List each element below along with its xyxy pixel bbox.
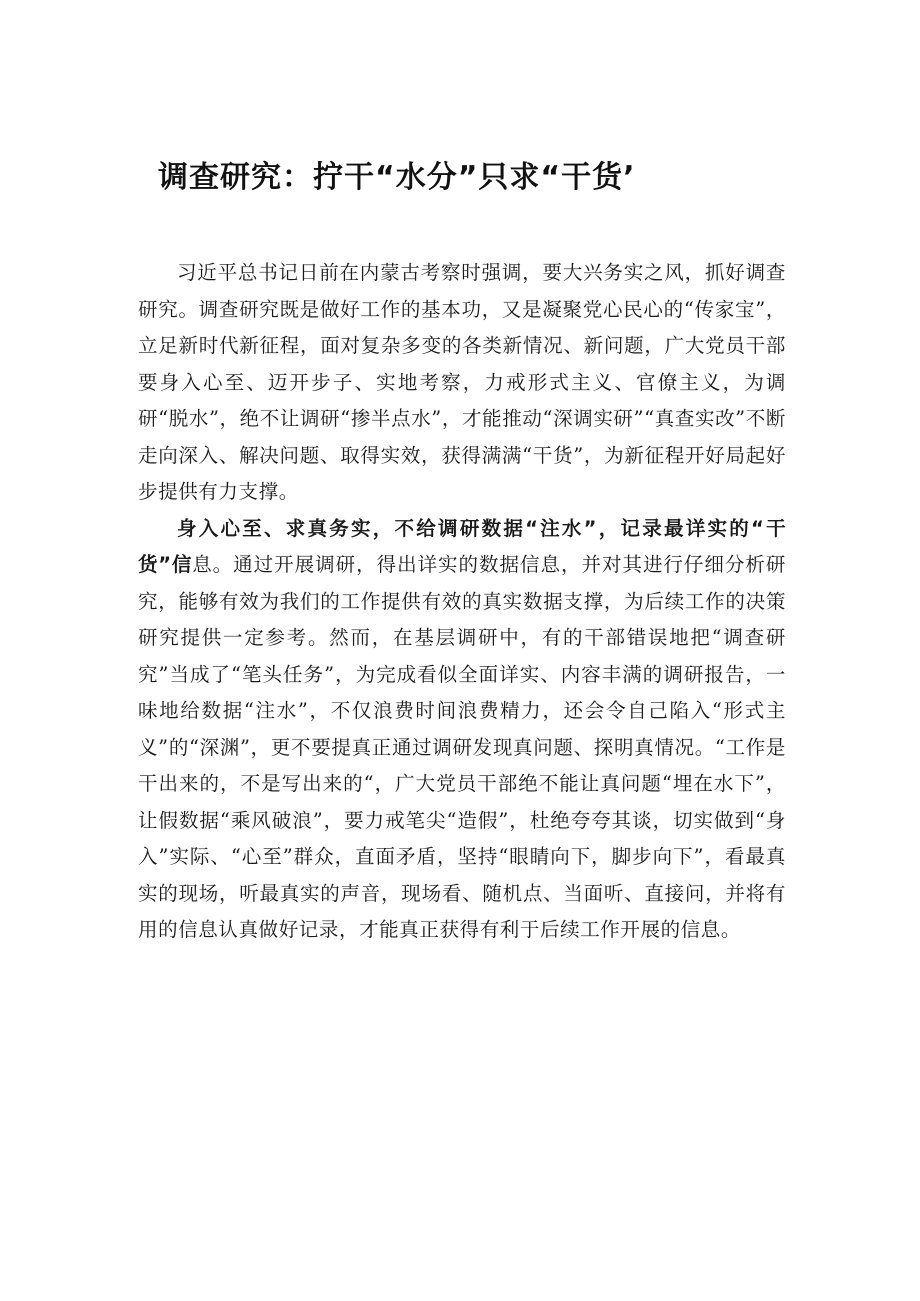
document-body (138, 255, 786, 949)
section-1-text: 息。通过开展调研，得出详实的数据信息，并对其进行仔细分析研究，能够有效为我们的工作提供有效的真实数据支撑，为后续工作的决策研究提供一定参考。然而，在基层调研中，有的干部错误地把“调查研究”当成了“笔头任务”，为完成看似全面详实、内容丰满的调研报告，一味地给数据“注水”，不仅浪费时间浪费精力，还会令自己陷入“形式主义”的“深渊”，更不要提真正通过调研发现真问题、探明真情况。“工作是干出来的，不是写出来的“，广大党员干部绝不能让真问题“埋在水下”，让假数据“乘风破浪”，要力戒笔尖“造假”，杜绝夸夸其谈，切实做到“身入”实际、“心至”群众，直面矛盾，坚持“眼睛向下，脚步向下”，看最真实的现场，听最真实的声音，现场看、随机点、当面听、直接问，并将有用的信息认真做好记录，才能真正获得有利于后续工作开展的信息。 (138, 553, 786, 941)
document-title: 调查研究：拧干“水分”只求“干货’ (158, 160, 636, 195)
section-1-heading: 身入心至、求真务实，不给调研数据“注水”，记录最详实的“干货”信 (138, 516, 786, 576)
paragraph-intro: 习近平总书记日前在内蒙古考察时强调，要大兴务实之风，抓好调查研究。调查研究既是做好工作的基本功，又是凝聚党心民心的“传家宝”，立足新时代新征程，面对复杂多变的各类新情况、新问题，广大党员干部要身入心至、迈开步子、实地考察，力戒形式主义、官僚主义，为调研“脱水”，绝不让调研“掺半点水”，才能推动“深调实研”“真查实改”不断走向深入、解决问题、取得实效，获得满满“干货”，为新征程开好局起好步提供有力支撑。 (138, 261, 786, 503)
paragraph-section-1 (138, 511, 786, 949)
